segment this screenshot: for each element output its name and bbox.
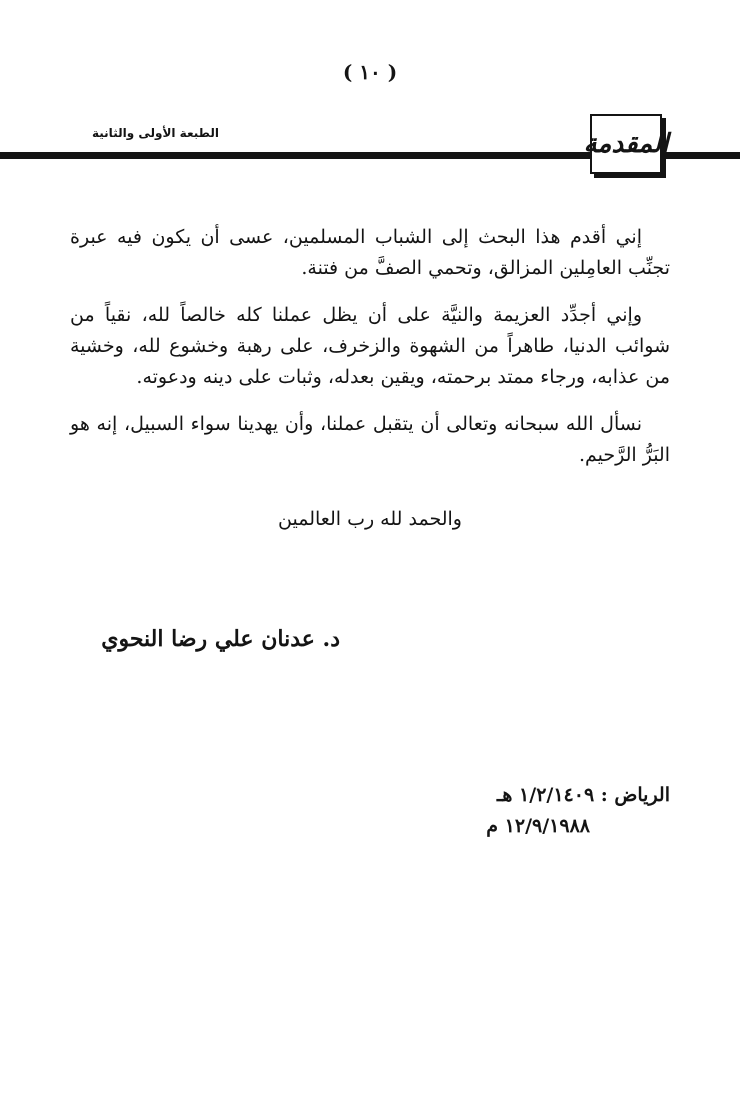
- page-number: ( ١٠ ): [342, 60, 398, 84]
- date-gregorian: ١٢/٩/١٩٨٨ م: [486, 815, 590, 837]
- closing-line: والحمد لله رب العالمين: [278, 508, 462, 530]
- edition-label: الطبعة الأولى والثانية: [92, 126, 219, 140]
- paragraph: نسأل الله سبحانه وتعالى أن يتقبل عملنا، وأن يهدينا سواء السبيل، إنه هو البَرُّ الرَّحيم.: [70, 413, 670, 466]
- section-title: المقدمة: [583, 129, 669, 159]
- section-title-box: [583, 114, 669, 174]
- date-hijri: الرياض : ١/٢/١٤٠٩ هـ: [496, 784, 670, 806]
- paragraph: إني أقدم هذا البحث إلى الشباب المسلمين، عسى أن يكون فيه عبرة تجنِّب العامِلين المزالق، وتحمي الصفَّ من فتنة.: [70, 226, 670, 279]
- paragraph: وإني أجدِّد العزيمة والنيَّة على أن يظل عملنا كله خالصاً لله، نقياً من شوائب الدنيا، طاهراً من الشهوة والزخرف، على رهبة وخشوع لله، وخشية من عذابه، ورجاء ممتد برحمته، ويقين بعدله، وثبات على دينه ودعوته.: [70, 304, 670, 388]
- date-block: [420, 780, 670, 842]
- body-text: [70, 222, 670, 487]
- author-signature: د. عدنان علي رضا النحوي: [101, 626, 340, 652]
